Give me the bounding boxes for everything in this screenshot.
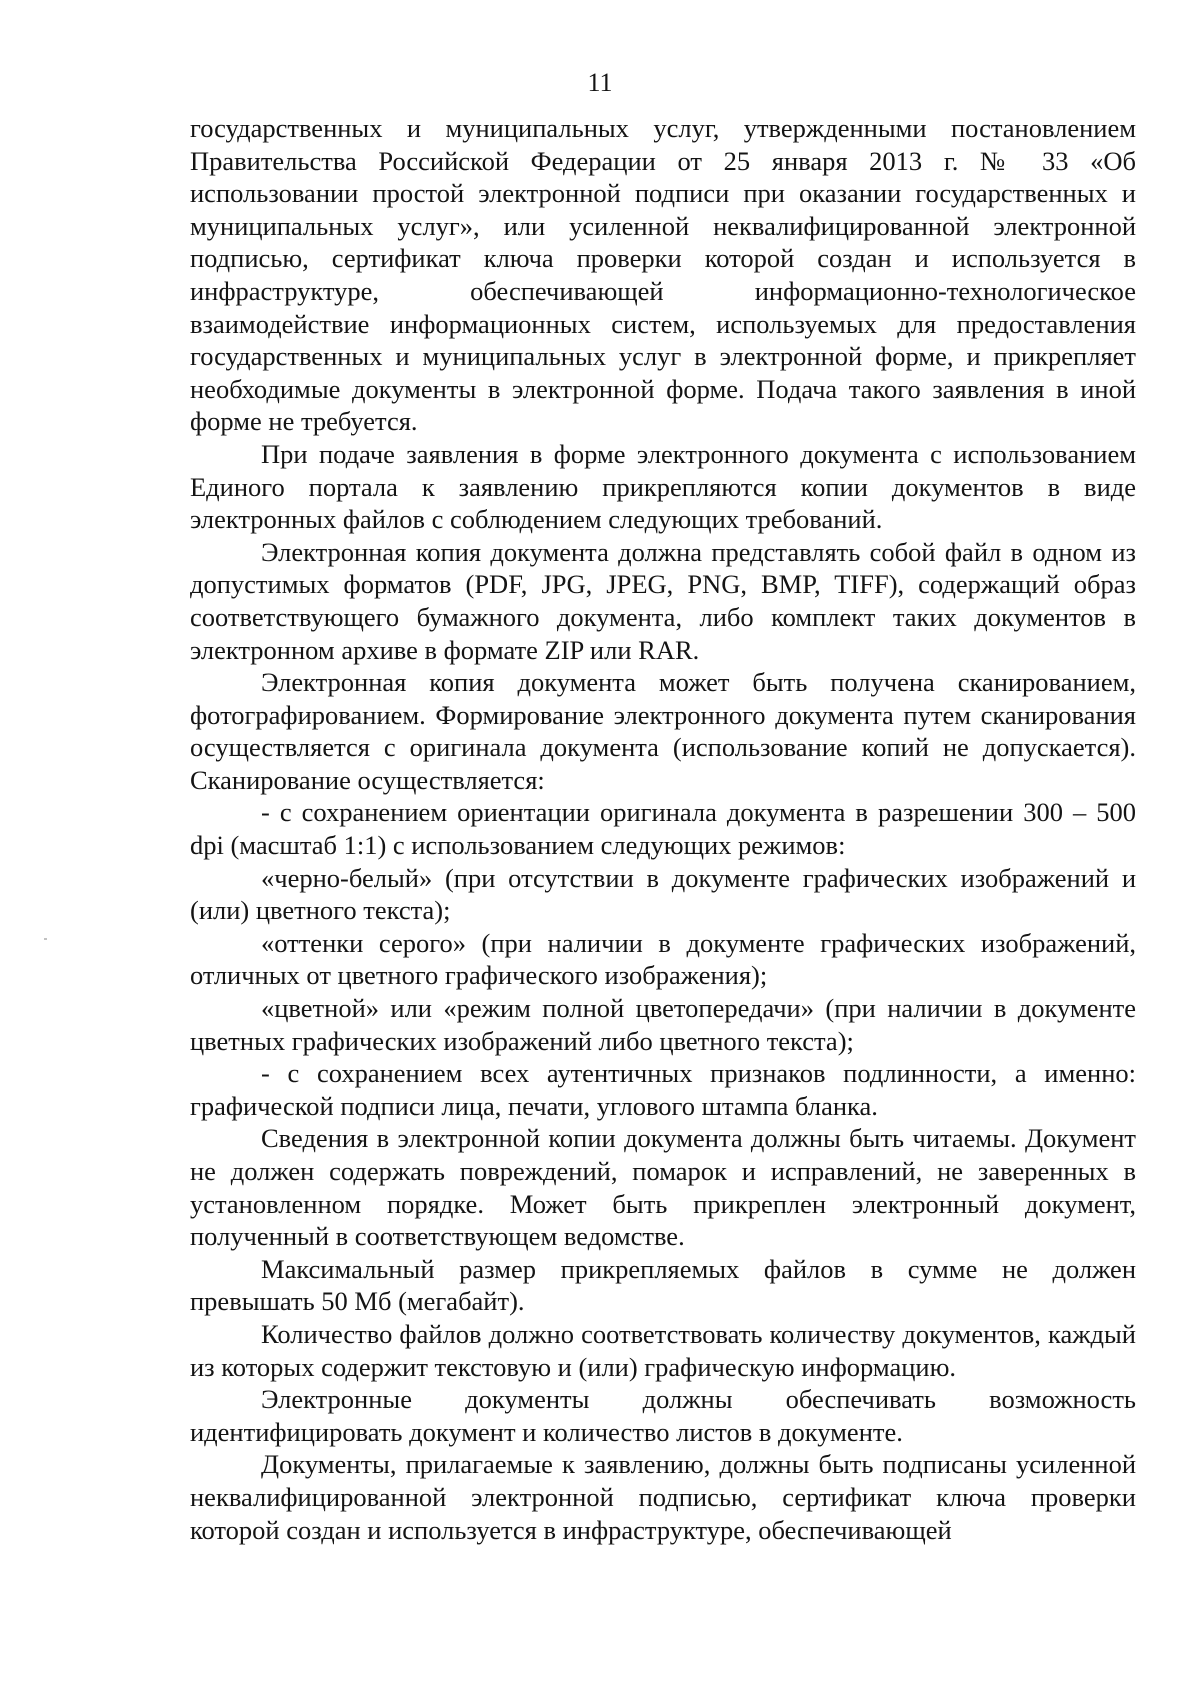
page-number: 11 [587, 68, 613, 97]
scan-mode-black-white: «черно-белый» (при отсутствии в документе графических изображений и (или) цветного текста); [190, 862, 1136, 926]
scan-artifact [44, 938, 47, 940]
paragraph: Количество файлов должно соответствовать количеству документов, каждый из которых содержит текстовую и (или) графическую информацию. [190, 1318, 1136, 1382]
paragraph: Максимальный размер прикрепляемых файлов в сумме не должен превышать 50 Мб (мегабайт). [190, 1253, 1136, 1317]
document-body [190, 112, 1136, 1546]
scan-mode-grayscale: «оттенки серого» (при наличии в документе графических изображений, отличных от цветного графического изображения); [190, 927, 1136, 991]
paragraph-continuation: государственных и муниципальных услуг, утвержденными постановлением Правительства Российской Федерации от 25 января 2013 г. № 33 «Об использовании простой электронной подписи при оказании государственных и муниципальных услуг», или усиленной неквалифицированной электронной подписью, сертификат ключа проверки которой создан и используется в инфраструктуре, обеспечивающей информационно-технологическое взаимодействие информационных систем, используемых для предоставления государственных и муниципальных услуг в электронной форме, и прикрепляет необходимые документы в электронной форме. Подача такого заявления в иной форме не требуется. [190, 113, 1136, 437]
paragraph: Электронная копия документа должна представлять собой файл в одном из допустимых форматов (PDF, JPG, JPEG, PNG, BMP, TIFF), содержащий образ соответствующего бумажного документа, либо комплект таких документов в электронном архиве в формате ZIP или RAR. [190, 536, 1136, 665]
scan-mode-color: «цветной» или «режим полной цветопередачи» (при наличии в документе цветных графических изображений либо цветного текста); [190, 993, 1136, 1056]
paragraph: Сведения в электронной копии документа должны быть читаемы. Документ не должен содержать повреждений, помарок и исправлений, не заверенных в установленном порядке. Может быть прикреплен электронный документ, полученный в соответствующем ведомстве. [190, 1123, 1136, 1252]
paragraph: При подаче заявления в форме электронного документа с использованием Единого портала к заявлению прикрепляются копии документов в виде электронных файлов с соблюдением следующих требований. [190, 438, 1136, 535]
paragraph: Документы, прилагаемые к заявлению, должны быть подписаны усиленной неквалифицированной электронной подписью, сертификат ключа проверки которой создан и используется в инфраструктуре, обеспечивающей [190, 1449, 1136, 1545]
list-item-scanning-orientation: - с сохранением ориентации оригинала документа в разрешении 300 – 500 dpi (масштаб 1:1) с использованием следующих режимов: [190, 797, 1136, 861]
paragraph: Электронная копия документа может быть получена сканированием, фотографированием. Формирование электронного документа путем сканирования осуществляется с оригинала документа (использование копий не допускается). Сканирование осуществляется: [190, 667, 1136, 795]
paragraph: Электронные документы должны обеспечивать возможность идентифицировать документ и количество листов в документе. [190, 1384, 1136, 1447]
list-item-authenticity: - с сохранением всех аутентичных признаков подлинности, а именно: графической подписи лица, печати, углового штампа бланка. [190, 1058, 1136, 1121]
